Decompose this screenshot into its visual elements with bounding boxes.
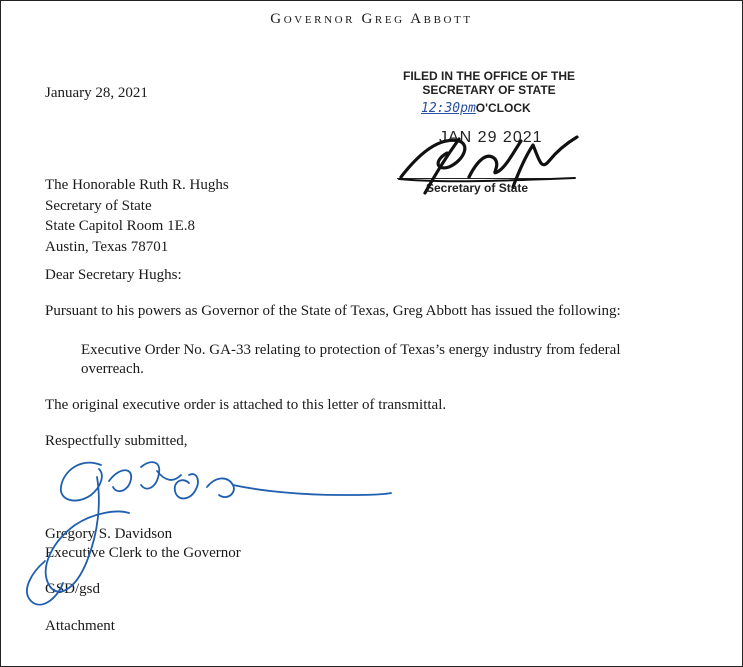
- salutation: Dear Secretary Hughs:: [45, 267, 182, 283]
- letter-date: January 28, 2021: [45, 85, 148, 101]
- signer-title: Executive Clerk to the Governor: [45, 545, 241, 561]
- stamp-date: JAN 29 2021: [439, 129, 543, 146]
- recipient-room: State Capitol Room 1E.8: [45, 218, 195, 234]
- stamp-signature-label: Secretary of State: [426, 181, 529, 195]
- filing-stamp: [389, 69, 589, 97]
- stamp-signature-line: [397, 178, 573, 179]
- recipient-title: Secretary of State: [45, 197, 152, 214]
- recipient-name: The Honorable Ruth R. Hughs: [45, 177, 229, 193]
- signer-name: Gregory S. Davidson: [45, 526, 173, 542]
- stamp-time-row: [421, 101, 531, 116]
- stamp-line2: SECRETARY OF STATE: [422, 83, 556, 97]
- stamp-oclock: O'CLOCK: [475, 101, 531, 115]
- original-order-note: The original executive order is attached to this letter of transmittal.: [45, 397, 447, 413]
- attachment-note: Attachment: [45, 618, 115, 634]
- closing: Respectfully submitted,: [45, 433, 188, 449]
- stamp-line1: FILED IN THE OFFICE OF THE: [403, 69, 575, 83]
- recipient-city: Austin, Texas 78701: [45, 238, 169, 255]
- initials: GSD/gsd: [45, 581, 101, 597]
- executive-order-line: Executive Order No. GA-33 relating to protection of Texas’s energy industry from federal overreach.: [81, 342, 621, 377]
- body-paragraph: Pursuant to his powers as Governor of the State of Texas, Greg Abbott has issued the following:: [45, 303, 621, 319]
- recipient-address: [45, 175, 229, 257]
- letterhead: Governor Greg Abbott: [270, 11, 473, 27]
- stamp-time: 12:30pm: [421, 101, 476, 116]
- signer-block: [45, 525, 241, 563]
